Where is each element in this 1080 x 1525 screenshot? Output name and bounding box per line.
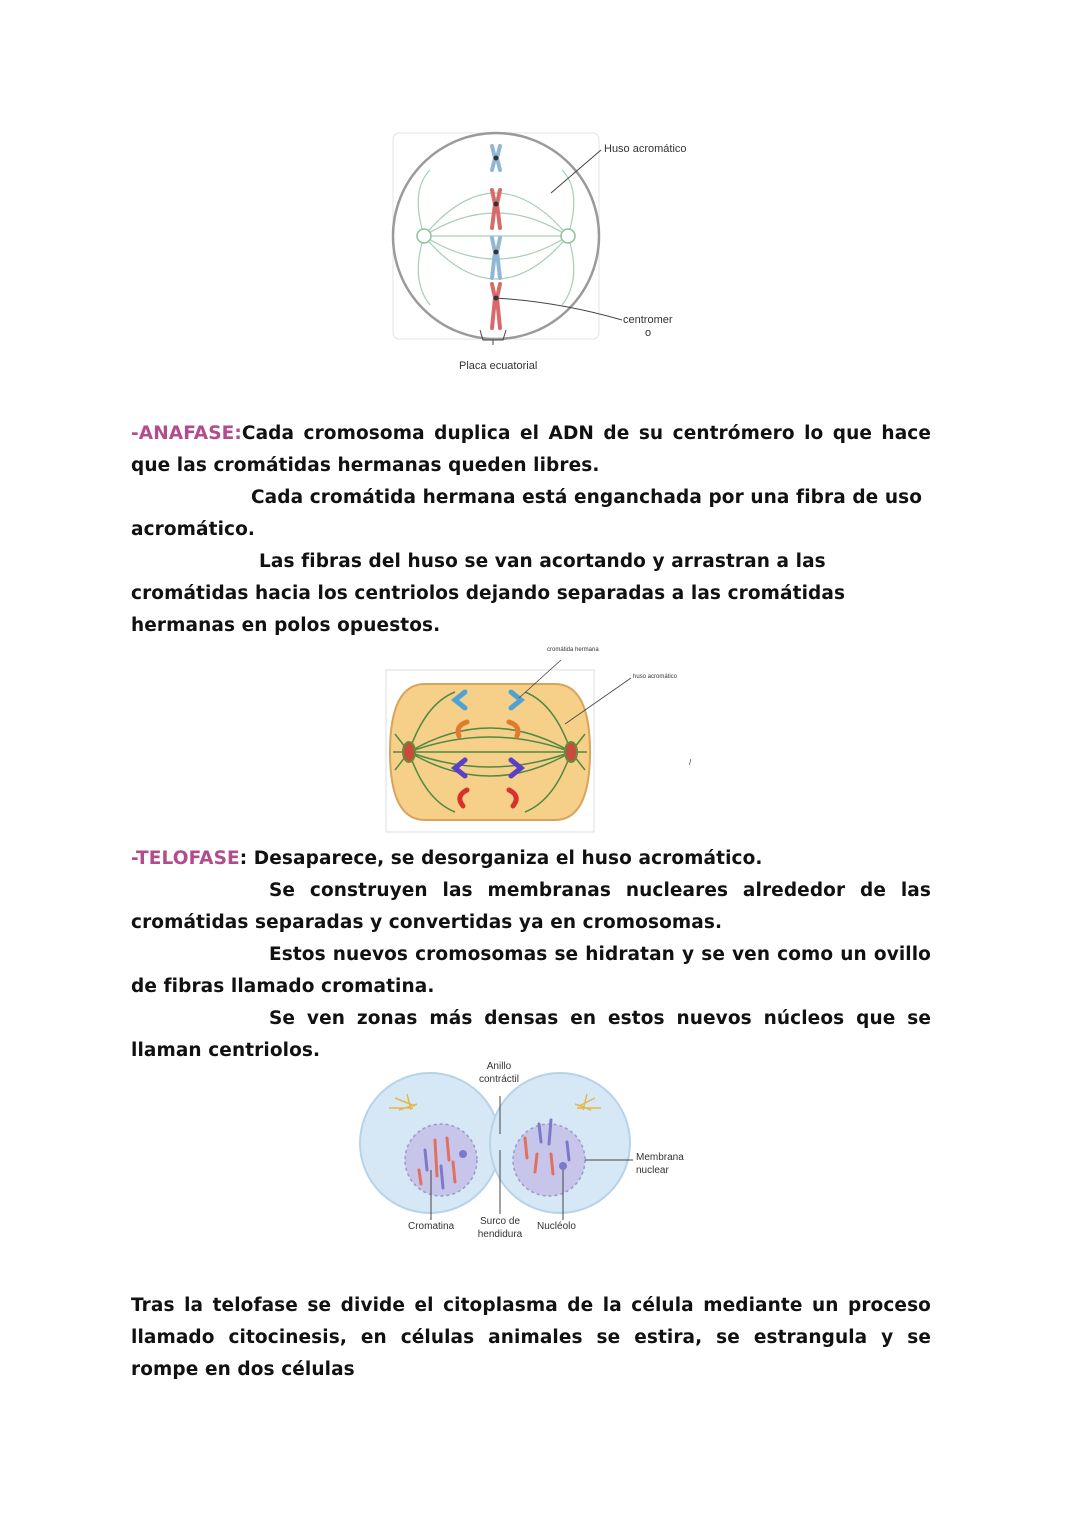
spindle-label-2: huso acromático xyxy=(633,674,678,680)
nucleolus-left xyxy=(459,1150,467,1158)
centriole-left xyxy=(417,229,431,243)
telofase-text-1: Desaparece, se desorganiza el huso acromático. xyxy=(247,848,763,869)
stray-mark: / xyxy=(689,758,692,767)
ring-label-line2: contráctil xyxy=(478,1074,519,1085)
telofase-paragraph-2 xyxy=(131,875,931,939)
anafase-paragraph-1 xyxy=(131,418,931,482)
centriole-left-2 xyxy=(403,742,415,762)
anafase-paragraph-2 xyxy=(131,482,931,546)
telophase-figure xyxy=(355,1058,700,1248)
telofase-heading-sep: : xyxy=(239,848,248,869)
membrane-label-line1: Membrana xyxy=(636,1152,684,1163)
anaphase-diagram xyxy=(385,644,705,834)
anafase-text-3: Las fibras del huso se van acortando y arrastran a las cromátidas hacia los centriolos dejando separadas a las cromátidas hermanas en polos opuestos. xyxy=(131,551,846,636)
chromatin-label: Cromatina xyxy=(408,1221,455,1232)
telofase-text-4: Se ven zonas más densas en estos nuevos núcleos que se llaman centriolos. xyxy=(131,1008,931,1061)
equatorial-plate-caption: Placa ecuatorial xyxy=(459,360,538,372)
anafase-paragraph-3 xyxy=(131,546,931,642)
nucleus-left xyxy=(405,1124,477,1196)
centriole-right-2 xyxy=(565,742,577,762)
furrow-label-line1: Surco de xyxy=(479,1216,521,1227)
telofase-paragraph-3 xyxy=(131,939,931,1003)
nucleolus-label: Nucléolo xyxy=(537,1221,576,1232)
anafase-text-1: Cada cromosoma duplica el ADN de su centrómero lo que hace que las cromátidas hermanas queden libres. xyxy=(131,423,931,476)
nucleolus-right xyxy=(559,1162,567,1170)
anafase-heading-sep: : xyxy=(234,423,242,444)
anaphase-figure xyxy=(385,644,705,834)
centromere-label-wrap: o xyxy=(645,327,652,339)
anafase-heading: -ANAFASE xyxy=(131,423,235,444)
membrane-label-line2: nuclear xyxy=(636,1165,669,1176)
anafase-text-2: Cada cromátida hermana está enganchada por una fibra de uso acromático. xyxy=(131,487,923,540)
telofase-text-2: Se construyen las membranas nucleares alrededor de las cromátidas separadas y convertidas ya en cromosomas. xyxy=(131,880,931,933)
ring-label-line1: Anillo xyxy=(486,1061,512,1072)
furrow-label-line2: hendidura xyxy=(477,1229,523,1240)
metaphase-figure xyxy=(390,130,700,380)
telofase-heading: -TELOFASE xyxy=(131,848,240,869)
telofase-paragraph-1 xyxy=(131,843,931,875)
telofase-text-3: Estos nuevos cromosomas se hidratan y se ven como un ovillo de fibras llamado cromatina. xyxy=(131,944,931,997)
sister-chromatid-label: cromátida hermana xyxy=(547,647,599,653)
closing-paragraph: Tras la telofase se divide el citoplasma de la célula mediante un proceso llamado citocinesis, en células animales se estira, se estrangula y se rompe en dos células xyxy=(131,1295,931,1380)
centromere-label: centromer xyxy=(623,314,673,326)
centriole-right xyxy=(561,229,575,243)
metaphase-diagram xyxy=(390,130,700,345)
spindle-label: Huso acromático xyxy=(604,143,687,155)
